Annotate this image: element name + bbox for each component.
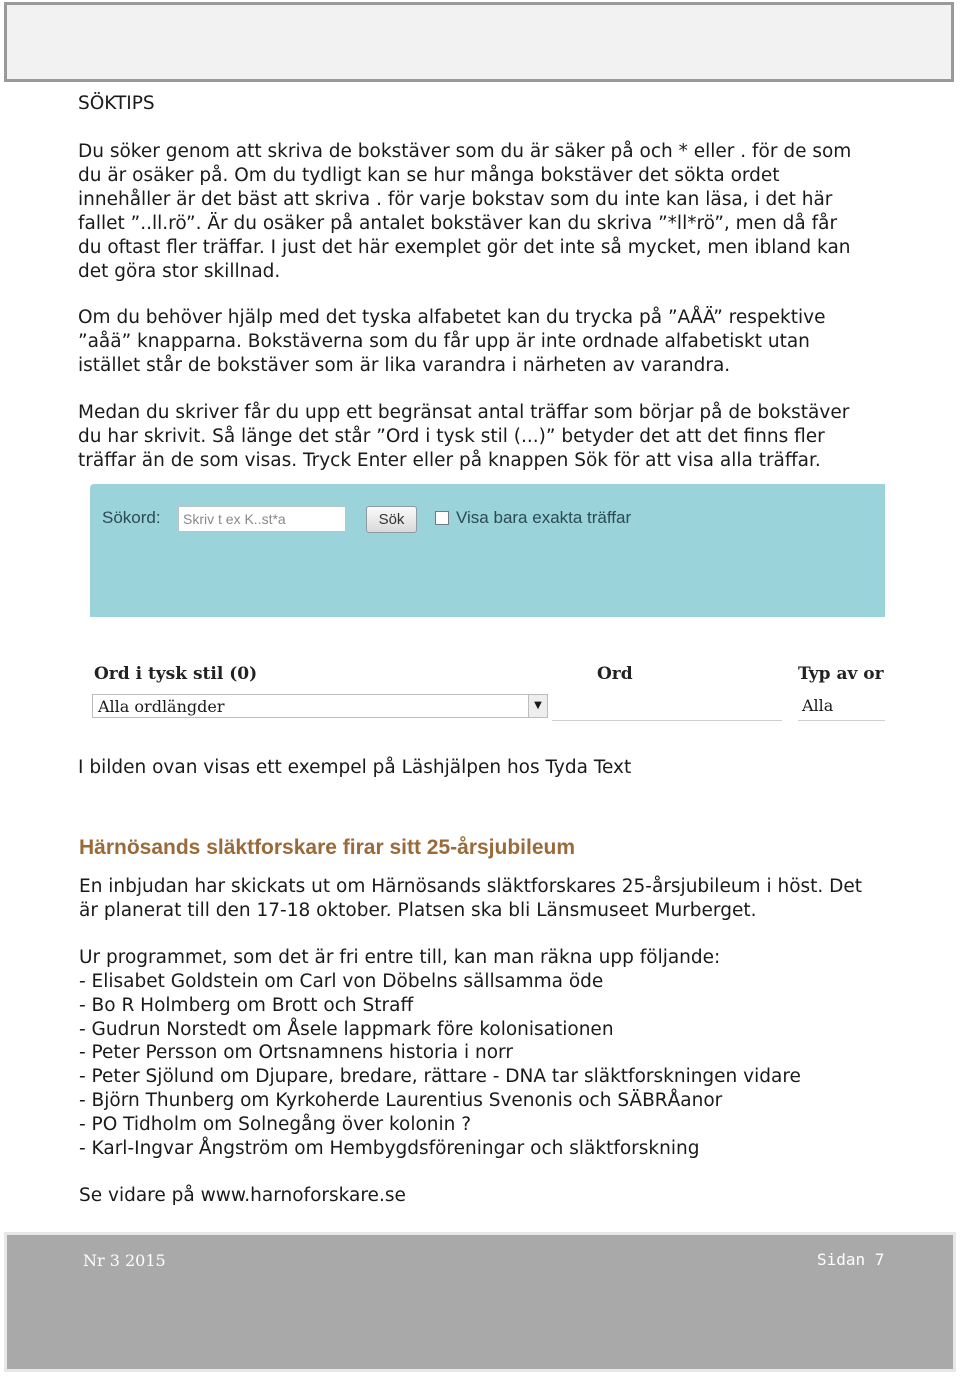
program-list [79,970,801,1160]
article-title: Härnösands släktforskare firar sitt 25-årsjubileum [79,836,576,859]
image-caption: I bilden ovan visas ett exempel på Läshjälpen hos Tyda Text [78,757,632,778]
header-band [4,2,954,82]
word-type-value: Alla [802,696,834,715]
program-item: - Peter Sjölund om Djupare, bredare, rättare - DNA tar släktforskningen vidare [79,1066,801,1088]
exact-match-label: Visa bara exakta träffar [456,508,632,527]
search-label: Sökord: [102,508,161,527]
column-divider [798,720,885,721]
program-item: - Elisabet Goldstein om Carl von Döbelns sällsamma öde [79,971,604,992]
search-input[interactable]: Skriv t ex K..st*a [178,506,346,532]
search-button[interactable]: Sök [366,506,417,533]
column-header-ord: Ord [597,664,633,684]
program-item: - Bo R Holmberg om Brott och Straff [79,994,414,1016]
column-header-tysk-stil: Ord i tysk stil (0) [94,664,258,684]
chevron-down-icon[interactable]: ▼ [528,695,547,717]
program-item: - PO Tidholm om Solnegång över kolonin ? [79,1113,472,1135]
word-length-value: Alla ordlängder [98,697,225,716]
program-item: - Karl-Ingvar Ångström om Hembygdsföreningar och släktforskning [79,1137,700,1159]
paragraph-search-results: Medan du skriver får du upp ett begränsat antal träffar som börjar på de bokstäver du har skrivit. Så länge det står ”Ord i tysk stil (...)” betyder det att det finns fler träffar än de som visas. Tryck Enter eller på knappen Sök för att visa alla träffar. [78,402,850,471]
article-paragraph: En inbjudan har skickats ut om Härnösands släktforskares 25-årsjubileum i höst. Det är planerat till den 17-18 oktober. Platsen ska bli Länsmuseet Murberget. [79,876,863,921]
paragraph-german-alphabet: Om du behöver hjälp med det tyska alfabetet kan du trycka på ”AÅÄ” respektive ”aåä” knapparna. Bokstäverna som du får upp är inte ordnade alfabetiskt utan istället står de bokstäver som är lika varandra i närheten av varandra. [78,307,826,376]
program-item: - Peter Persson om Ortsnamnens historia i norr [79,1042,513,1064]
column-divider [552,720,782,721]
issue-number: Nr 3 2015 [83,1251,166,1270]
program-intro: Ur programmet, som det är fri entre till, kan man räkna upp följande: [79,947,721,968]
exact-match-checkbox[interactable] [435,511,449,525]
program-item: - Björn Thunberg om Kyrkoherde Laurentius Svenonis och SÄBRÅanor [79,1089,723,1111]
column-header-typ: Typ av or [798,664,884,684]
page-number: Sidan 7 [817,1250,885,1269]
website-reference: Se vidare på www.harnoforskare.se [79,1185,406,1206]
program-item: - Gudrun Norstedt om Åsele lappmark före kolonisationen [79,1018,614,1040]
search-widget-image [90,484,885,617]
page-footer [4,1232,956,1372]
paragraph-search-intro: Du söker genom att skriva de bokstäver som du är säker på och * eller . för de som du är osäker på. Om du tydligt kan se hur många bokstäver det sökta ordet innehåller är det bäst att skriva . för varje bokstav som du inte kan läsa, i det här fallet ”..ll.rö”. Är du osäker på antalet bokstäver kan du skriva ”*ll*rö”, men då får du oftast fler träffar. I just det här exemplet gör det inte så mycket, men ibland kan det göra stor skillnad. [78,141,852,282]
section-title-soktips: SÖKTIPS [78,93,155,114]
word-columns-image [92,660,885,724]
word-length-select[interactable] [92,694,548,718]
